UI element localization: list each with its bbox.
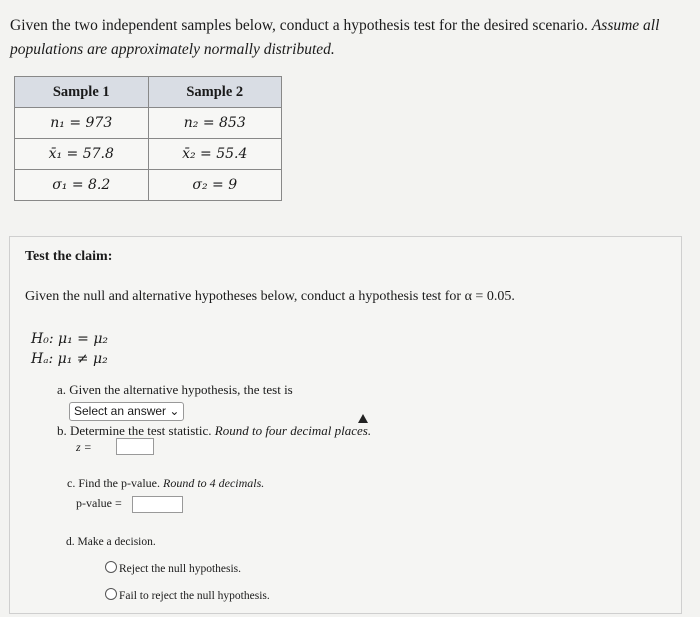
part-d-label: d. Make a decision. (66, 536, 156, 548)
intro-line1-italic: Assume all (591, 17, 660, 34)
mouse-cursor-icon (358, 414, 368, 423)
part-a-label: a. Given the alternative hypothesis, the test is (57, 382, 293, 397)
z-input[interactable] (116, 438, 154, 455)
null-hypothesis: H₀: μ₁ = μ₂ (31, 331, 109, 347)
samples-table (14, 76, 282, 201)
hypotheses (31, 329, 108, 369)
n2-cell: n₂ = 853 (148, 108, 282, 139)
part-c (67, 476, 264, 491)
intro-line1: Given the two independent samples below, conduct a hypothesis test for the desired scenario. (10, 17, 588, 34)
problem-intro (10, 14, 680, 62)
p-value-label: p-value = (76, 496, 122, 510)
xbar1-cell: x̄₁ = 57.8 (15, 139, 149, 170)
sample2-header: Sample 2 (148, 77, 282, 108)
fail-reject-option[interactable] (105, 588, 270, 602)
intro-line2-italic: populations are approximately normally distributed. (10, 41, 335, 58)
given-text: Given the null and alternative hypotheses below, conduct a hypothesis test for α = 0.05. (25, 289, 515, 304)
xbar2-cell: x̄₂ = 55.4 (148, 139, 282, 170)
p-value-input[interactable] (132, 496, 183, 513)
part-b (57, 423, 371, 439)
question-panel (9, 236, 682, 614)
part-c-label-italic: Round to 4 decimals. (162, 476, 265, 490)
n1-cell: n₁ = 973 (15, 108, 149, 139)
reject-radio[interactable] (105, 561, 117, 573)
fail-reject-radio[interactable] (105, 588, 117, 600)
test-type-select[interactable]: Select an answer ⌄ (69, 402, 184, 421)
part-b-label-italic: Round to four decimal places. (214, 423, 372, 438)
reject-label: Reject the null hypothesis. (119, 563, 242, 575)
part-c-label: c. Find the p-value. (67, 476, 160, 490)
z-label: z = (76, 440, 92, 454)
sigma1-cell: σ₁ = 8.2 (15, 170, 149, 201)
fail-reject-label: Fail to reject the null hypothesis. (119, 590, 270, 602)
sigma2-cell: σ₂ = 9 (148, 170, 282, 201)
alt-hypothesis: Hₐ: μ₁ ≠ μ₂ (31, 351, 108, 367)
claim-label: Test the claim: (25, 249, 113, 264)
part-b-label: b. Determine the test statistic. (57, 423, 212, 438)
sample1-header: Sample 1 (15, 77, 149, 108)
reject-option[interactable] (105, 561, 241, 575)
